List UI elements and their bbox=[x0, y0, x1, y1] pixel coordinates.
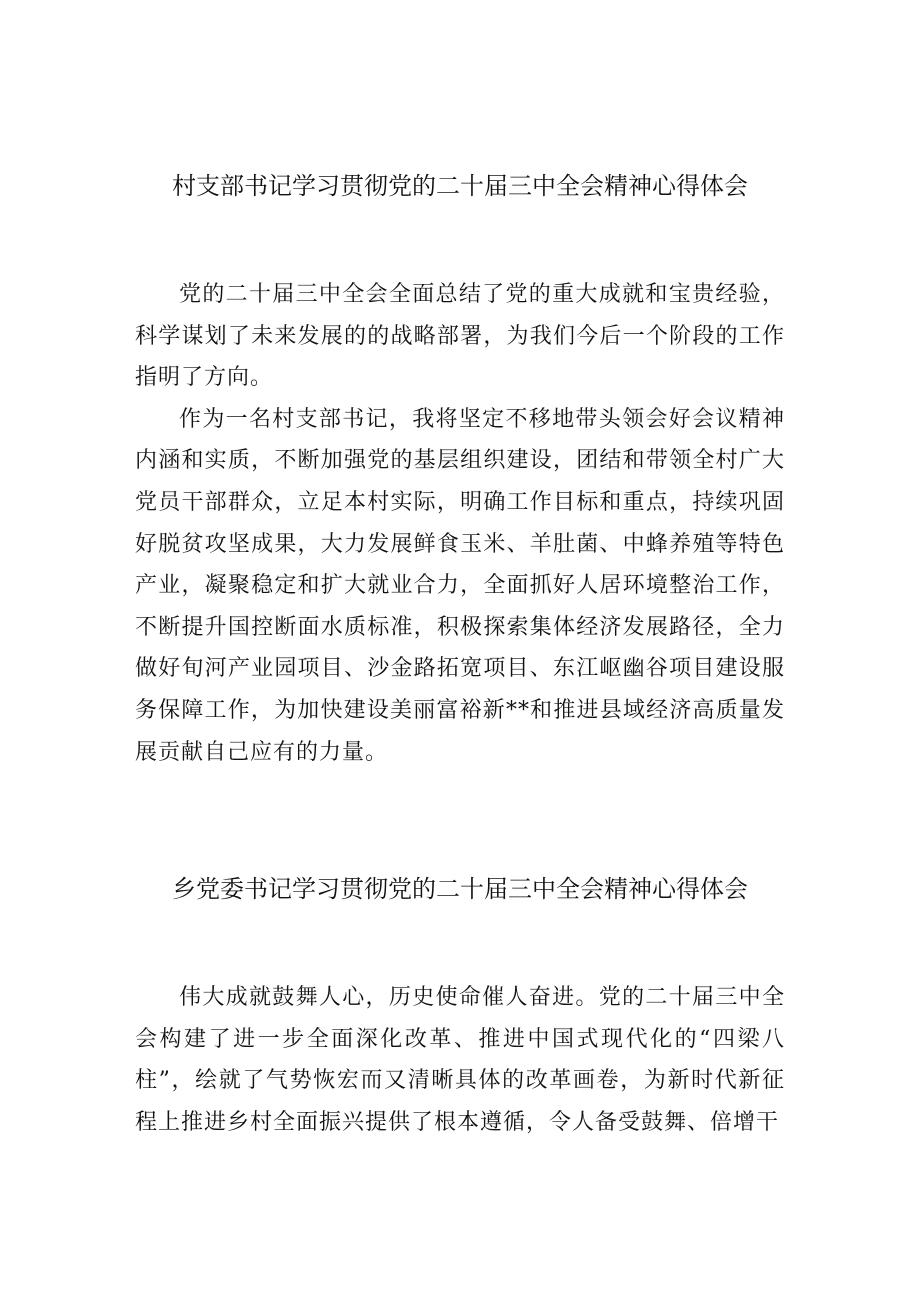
article-section-village-secretary bbox=[135, 168, 785, 773]
article-section-township-secretary bbox=[135, 871, 785, 1143]
article-body bbox=[135, 274, 785, 773]
body-paragraph: 作为一名村支部书记，我将坚定不移地带头领会好会议精神内涵和实质，不断加强党的基层组织建设，团结和带领全村广大党员干部群众，立足本村实际，明确工作目标和重点，持续巩固好脱贫攻坚成果，大力发展鲜食玉米、羊肚菌、中蜂养殖等特色产业，凝聚稳定和扩大就业合力，全面抓好人居环境整治工作，不断提升国控断面水质标准，积极探索集体经济发展路径，全力做好旬河产业园项目、沙金路拓宽项目、东江岖幽谷项目建设服务保障工作，为加快建设美丽富裕新**和推进县域经济高质量发展贡献自己应有的力量。 bbox=[135, 406, 785, 765]
article-title: 村支部书记学习贯彻党的二十届三中全会精神心得体会 bbox=[172, 172, 748, 200]
article-title: 乡党委书记学习贯彻党的二十届三中全会精神心得体会 bbox=[172, 875, 748, 903]
body-paragraph: 伟大成就鼓舞人心，历史使命催人奋进。党的二十届三中全会构建了进一步全面深化改革、推进中国式现代化的“四梁八柱”，绘就了气势恢宏而又清晰具体的改革画卷，为新时代新征程上推进乡村全面振兴提供了根本遵循，令人备受鼓舞、倍增干 bbox=[135, 985, 785, 1135]
article-body bbox=[135, 977, 785, 1143]
body-paragraph: 党的二十届三中全会全面总结了党的重大成就和宝贵经验，科学谋划了未来发展的的战略部署，为我们今后一个阶段的工作指明了方向。 bbox=[135, 282, 785, 391]
